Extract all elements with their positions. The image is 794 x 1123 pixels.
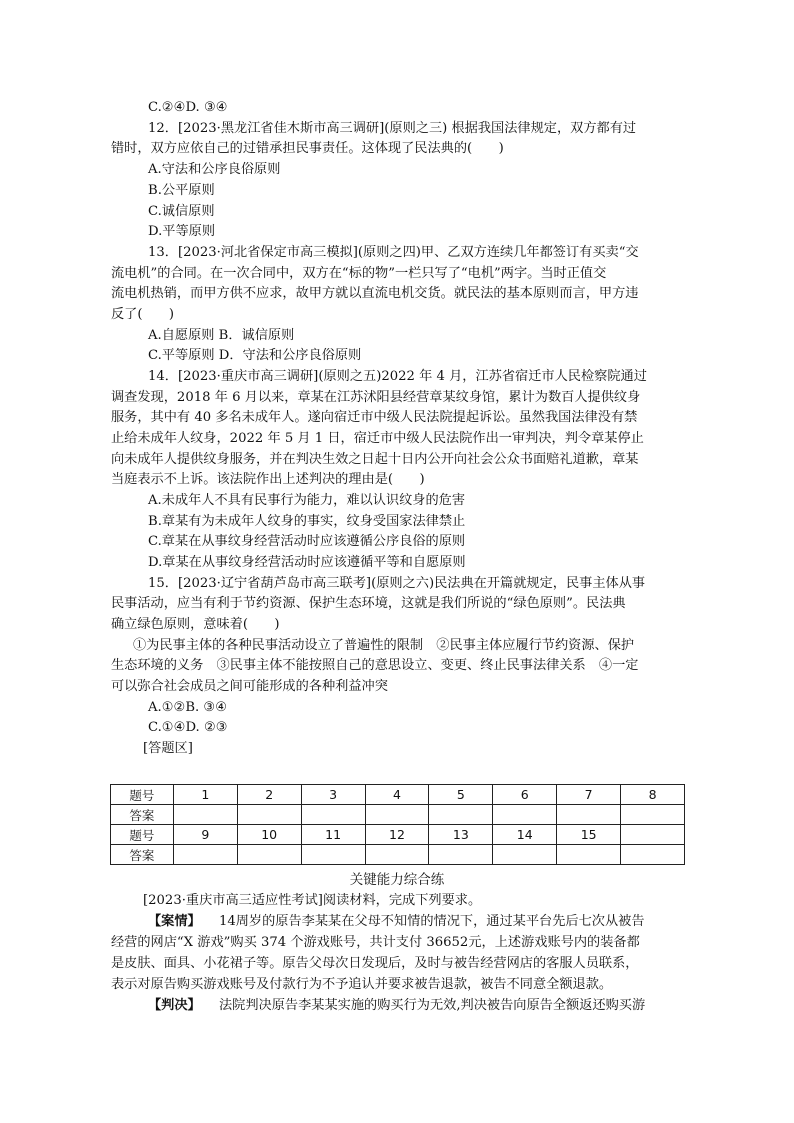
question-number-cell: 8 [621, 785, 685, 805]
table-header-cell: 题号 [111, 785, 174, 805]
q12-stem-line-2: 错时，双方应依自己的过错承担民事责任。这体现了民法典的( ) [111, 141, 504, 156]
q14-stem-line-4: 止给未成年人纹身，2022 年 5 月 1 日，宿迁市中级人民法院作出一审判决，判令章某停止 [111, 431, 644, 446]
answer-cell[interactable] [429, 805, 493, 825]
q13-option-cd: C.平等原则 D．守法和公序良俗原则 [148, 348, 362, 363]
q13-option-ab: A.自愿原则 B．诚信原则 [148, 328, 295, 343]
case-line-4: 表示对原告购买游戏账号及付款行为不予追认并要求被告退款，被告不同意全额退款。 [111, 977, 613, 992]
q14-stem-line-1: 14．[2023·重庆市高三调研](原则之五)2022 年 4 月，江苏省宿迁市人民检察院通过 [148, 369, 647, 384]
answer-cell[interactable] [173, 805, 237, 825]
table-header-cell: 答案 [111, 845, 174, 865]
answer-cell[interactable] [365, 845, 429, 865]
q12-option-b: B.公平原则 [148, 183, 215, 198]
q15-item-line-2: 生态环境的义务 ③民事主体不能按照自己的意思设立、变更、终止民事法律关系 ④一定 [111, 658, 639, 673]
judgment-line-1 [148, 996, 645, 1016]
judgment-label: 【判决】 [148, 998, 201, 1013]
answer-cell[interactable] [301, 805, 365, 825]
q15-option-cd: C.①④D. ②③ [148, 720, 228, 735]
answer-cell[interactable] [301, 845, 365, 865]
answer-cell[interactable] [557, 845, 621, 865]
q12-option-d: D.平等原则 [148, 224, 216, 239]
table-row [111, 785, 685, 805]
table-row [111, 845, 685, 865]
q12-stem-line-1: 12．[2023·黑龙江省佳木斯市高三调研](原则之三) 根据我国法律规定，双方都有过 [148, 121, 637, 136]
question-number-cell: 12 [365, 825, 429, 845]
question-number-cell: 10 [237, 825, 301, 845]
answer-cell[interactable] [621, 805, 685, 825]
answer-cell[interactable] [429, 845, 493, 865]
q15-item-line-1: ①为民事主体的各种民事活动设立了普遍性的限制 ②民事主体应履行节约资源、保护 [133, 638, 635, 653]
q15-option-ab: A.①②B. ③④ [148, 700, 228, 715]
q14-stem-line-3: 服务，其中有 40 多名未成年人。遂向宿迁市中级人民法院提起诉讼。虽然我国法律没有禁 [111, 410, 638, 425]
question-number-cell: 13 [429, 825, 493, 845]
table-header-cell: 答案 [111, 805, 174, 825]
question-number-cell: 4 [365, 785, 429, 805]
q14-option-a: A.未成年人不具有民事行为能力，难以认识纹身的危害 [148, 493, 466, 508]
q13-stem-line-1: 13．[2023·河北省保定市高三模拟](原则之四)甲、乙双方连续几年都签订有买卖“交 [148, 245, 639, 260]
question-number-cell: 6 [493, 785, 557, 805]
question-number-cell: 14 [493, 825, 557, 845]
question-number-cell: 9 [173, 825, 237, 845]
answer-cell[interactable] [493, 805, 557, 825]
material-intro: [2023·重庆市高三适应性考试]阅读材料，完成下列要求。 [143, 893, 482, 908]
q14-stem-line-5: 向未成年人提供纹身服务，并在判决生效之日起十日内公开向社会公众书面赔礼道歉，章某 [111, 452, 639, 467]
q13-stem-line-4: 反了( ) [111, 307, 175, 322]
question-number-cell: 2 [237, 785, 301, 805]
case-text-1: 14周岁的原告李某某在父母不知情的情况下，通过某平台先后七次从被告 [218, 914, 645, 929]
q12-option-c: C.诚信原则 [148, 204, 215, 219]
question-number-cell: 11 [301, 825, 365, 845]
q15-stem-line-1: 15．[2023·辽宁省葫芦岛市高三联考](原则之六)民法典在开篇就规定，民事主体从事 [148, 576, 646, 591]
question-number-cell [621, 825, 685, 845]
q14-option-c: C.章某在从事纹身经营活动时应该遵循公序良俗的原则 [148, 534, 466, 549]
question-number-cell: 3 [301, 785, 365, 805]
q14-option-b: B.章某有为未成年人纹身的事实，纹身受国家法律禁止 [148, 514, 466, 529]
q11-options-tail: C.②④D. ③④ [148, 100, 228, 115]
answer-cell[interactable] [237, 805, 301, 825]
case-label: 【案情】 [148, 914, 201, 929]
answer-cell[interactable] [173, 845, 237, 865]
question-number-cell: 15 [557, 825, 621, 845]
q14-option-d: D.章某在从事纹身经营活动时应该遵循平等和自愿原则 [148, 555, 466, 570]
case-line-1 [148, 912, 645, 932]
case-line-3: 是皮肤、面具、小花裙子等。原告父母次日发现后，及时与被告经营网店的客服人员联系， [111, 956, 639, 971]
table-row [111, 825, 685, 845]
question-number-cell: 1 [173, 785, 237, 805]
q14-stem-line-2: 调查发现，2018 年 6 月以来，章某在江苏沭阳县经营章某纹身馆，累计为数百人提供纹身 [111, 390, 641, 405]
q15-item-line-3: 可以弥合社会成员之间可能形成的各种利益冲突 [111, 679, 388, 694]
question-number-cell: 7 [557, 785, 621, 805]
case-line-2: 经营的网店“X 游戏”购买 374 个游戏账号，共计支付 36652元，上述游戏账号内的装备都 [111, 935, 640, 950]
table-row [111, 805, 685, 825]
answer-cell[interactable] [621, 845, 685, 865]
q13-stem-line-2: 流电机”的合同。在一次合同中，双方在“标的物”一栏只写了“电机”两字。当时正值交 [111, 266, 607, 281]
judgment-text-1: 法院判决原告李某某实施的购买行为无效,判决被告向原告全额返还购买游 [218, 998, 646, 1013]
q13-stem-line-3: 流电机热销，而甲方供不应求，故甲方就以直流电机交货。就民法的基本原则而言，甲方违 [111, 286, 639, 301]
q12-option-a: A.守法和公序良俗原则 [148, 162, 281, 177]
section-title: 关键能力综合练 [349, 872, 445, 888]
answer-cell[interactable] [237, 845, 301, 865]
answer-area-label: [答题区] [143, 741, 193, 756]
q15-stem-line-2: 民事活动，应当有利于节约资源、保护生态环境，这就是我们所说的“绿色原则”。民法典 [111, 596, 626, 611]
q15-stem-line-3: 确立绿色原则，意味着( ) [111, 617, 280, 632]
answer-cell[interactable] [557, 805, 621, 825]
answer-cell[interactable] [493, 845, 557, 865]
q14-stem-line-6: 当庭表示不上诉。该法院作出上述判决的理由是( ) [111, 472, 425, 487]
question-number-cell: 5 [429, 785, 493, 805]
table-header-cell: 题号 [111, 825, 174, 845]
answer-table [110, 784, 685, 865]
answer-cell[interactable] [365, 805, 429, 825]
